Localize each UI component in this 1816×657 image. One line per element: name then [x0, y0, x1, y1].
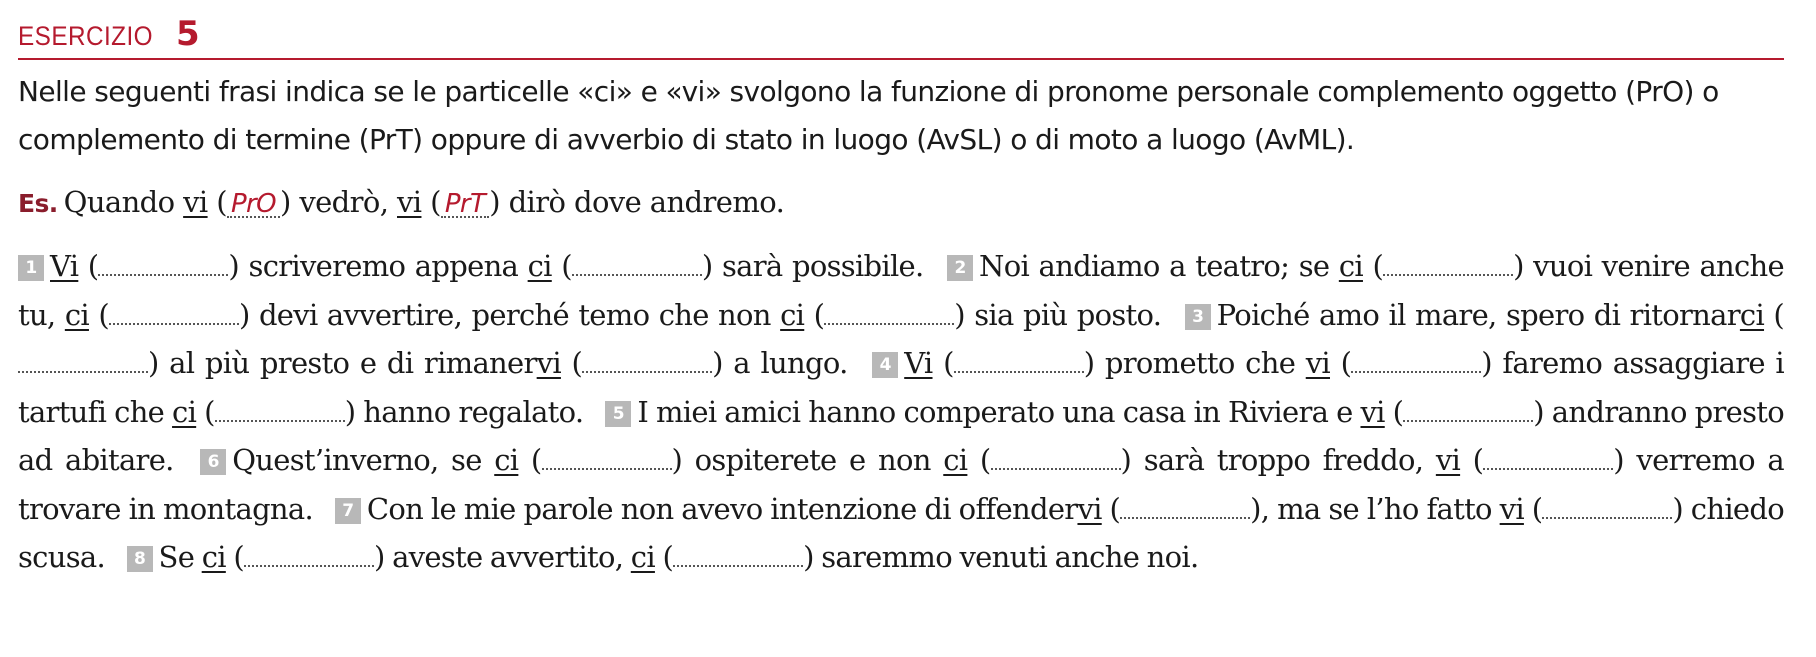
particle: Vi: [50, 249, 79, 283]
particle: ci: [527, 249, 552, 283]
item-number-badge: 1: [18, 255, 44, 281]
exercise-items: [18, 242, 1784, 582]
particle: ci: [630, 540, 655, 574]
particle: ci: [201, 540, 226, 574]
item-number-badge: 7: [335, 498, 361, 524]
exercise-item: 7 Con le mie parole non avevo intenzione di offendervi ( ), ma se l’ho fatto vi ( ) chiedo scusa.: [18, 491, 1784, 574]
particle: ci: [1338, 249, 1363, 283]
answer-blank[interactable]: [1383, 252, 1513, 276]
example-label: Es.: [18, 189, 58, 218]
answer-blank[interactable]: [215, 398, 345, 422]
particle: vi: [1305, 346, 1330, 380]
answer-blank[interactable]: [542, 446, 672, 470]
exercise-item: 1 Vi ( ) scriveremo appena ci ( ) sarà possibile.: [18, 249, 924, 283]
item-number-badge: 5: [605, 401, 631, 427]
example-answer: PrT: [441, 192, 489, 218]
answer-blank[interactable]: [572, 252, 702, 276]
answer-blank[interactable]: [1403, 398, 1533, 422]
particle: Vi: [904, 346, 933, 380]
exercise-item: 8 Se ci ( ) aveste avvertito, ci ( ) saremmo venuti anche noi.: [113, 540, 1199, 574]
particle: vi: [1360, 394, 1385, 429]
exercise-item: 6 Quest’inverno, se ci ( ) ospiterete e non ci ( ) sarà troppo freddo, vi ( ) verremo a trovare in montagna.: [18, 443, 1785, 526]
answer-blank[interactable]: [98, 252, 228, 276]
answer-blank[interactable]: [1351, 349, 1481, 373]
exercise-page: [18, 14, 1784, 582]
answer-blank[interactable]: [954, 349, 1084, 373]
particle: ci: [64, 297, 89, 332]
particle: ci: [1739, 297, 1765, 332]
particle: vi: [536, 346, 561, 380]
item-number-badge: 3: [1185, 304, 1211, 330]
item-number-badge: 4: [872, 352, 898, 378]
exercise-header: [18, 14, 1784, 60]
answer-blank[interactable]: [109, 301, 239, 325]
example-sentence: Es. Quando vi ( PrO ) vedrò, vi ( PrT ) dirò dove andremo.: [18, 185, 785, 219]
answer-blank[interactable]: [1483, 446, 1613, 470]
exercise-item: 2 Noi andiamo a teatro; se ci ( ) vuoi venire anche tu, ci ( ) devi avvertire, perché temo che non ci ( ) sia più posto.: [18, 249, 1784, 332]
particle: vi: [1435, 443, 1461, 477]
example-answer: PrO: [227, 192, 280, 218]
answer-blank[interactable]: [18, 349, 148, 373]
answer-blank[interactable]: [1542, 495, 1672, 519]
exercise-item: 4 Vi ( ) prometto che vi ( ) faremo assaggiare i tartufi che ci ( ) hanno regalato.: [18, 346, 1784, 429]
exercise-item: 3 Poiché amo il mare, spero di ritornarci () al più presto e di rimanervi ( ) a lungo.: [18, 298, 1784, 381]
answer-blank[interactable]: [1120, 495, 1250, 519]
answer-blank[interactable]: [582, 349, 712, 373]
exercise-label: ESERCIZIO: [18, 21, 154, 51]
answer-blank[interactable]: [244, 543, 374, 567]
answer-blank[interactable]: [991, 446, 1121, 470]
particle: ci: [780, 297, 805, 332]
instructions: Nelle seguenti frasi indica se le particelle «ci» e «vi» svolgono la funzione di pronome personale complemento oggetto (PrO) o complemento di termine (PrT) oppure di avverbio di stato in luogo (AvSL) o di moto a luogo (AvML).: [18, 75, 1719, 156]
exercise-number: 5: [176, 14, 200, 54]
item-number-badge: 2: [947, 255, 973, 281]
particle: ci: [172, 394, 197, 429]
item-number-badge: 8: [127, 546, 153, 572]
particle: ci: [943, 443, 968, 477]
exercise-item: 5 I miei amici hanno comperato una casa in Riviera e vi ( ) andranno presto ad abitare.: [18, 394, 1784, 477]
answer-blank[interactable]: [824, 301, 954, 325]
particle: vi: [1077, 491, 1102, 526]
answer-blank[interactable]: [673, 543, 803, 567]
item-number-badge: 6: [200, 449, 226, 475]
particle: vi: [1499, 491, 1524, 526]
particle: ci: [494, 443, 519, 477]
